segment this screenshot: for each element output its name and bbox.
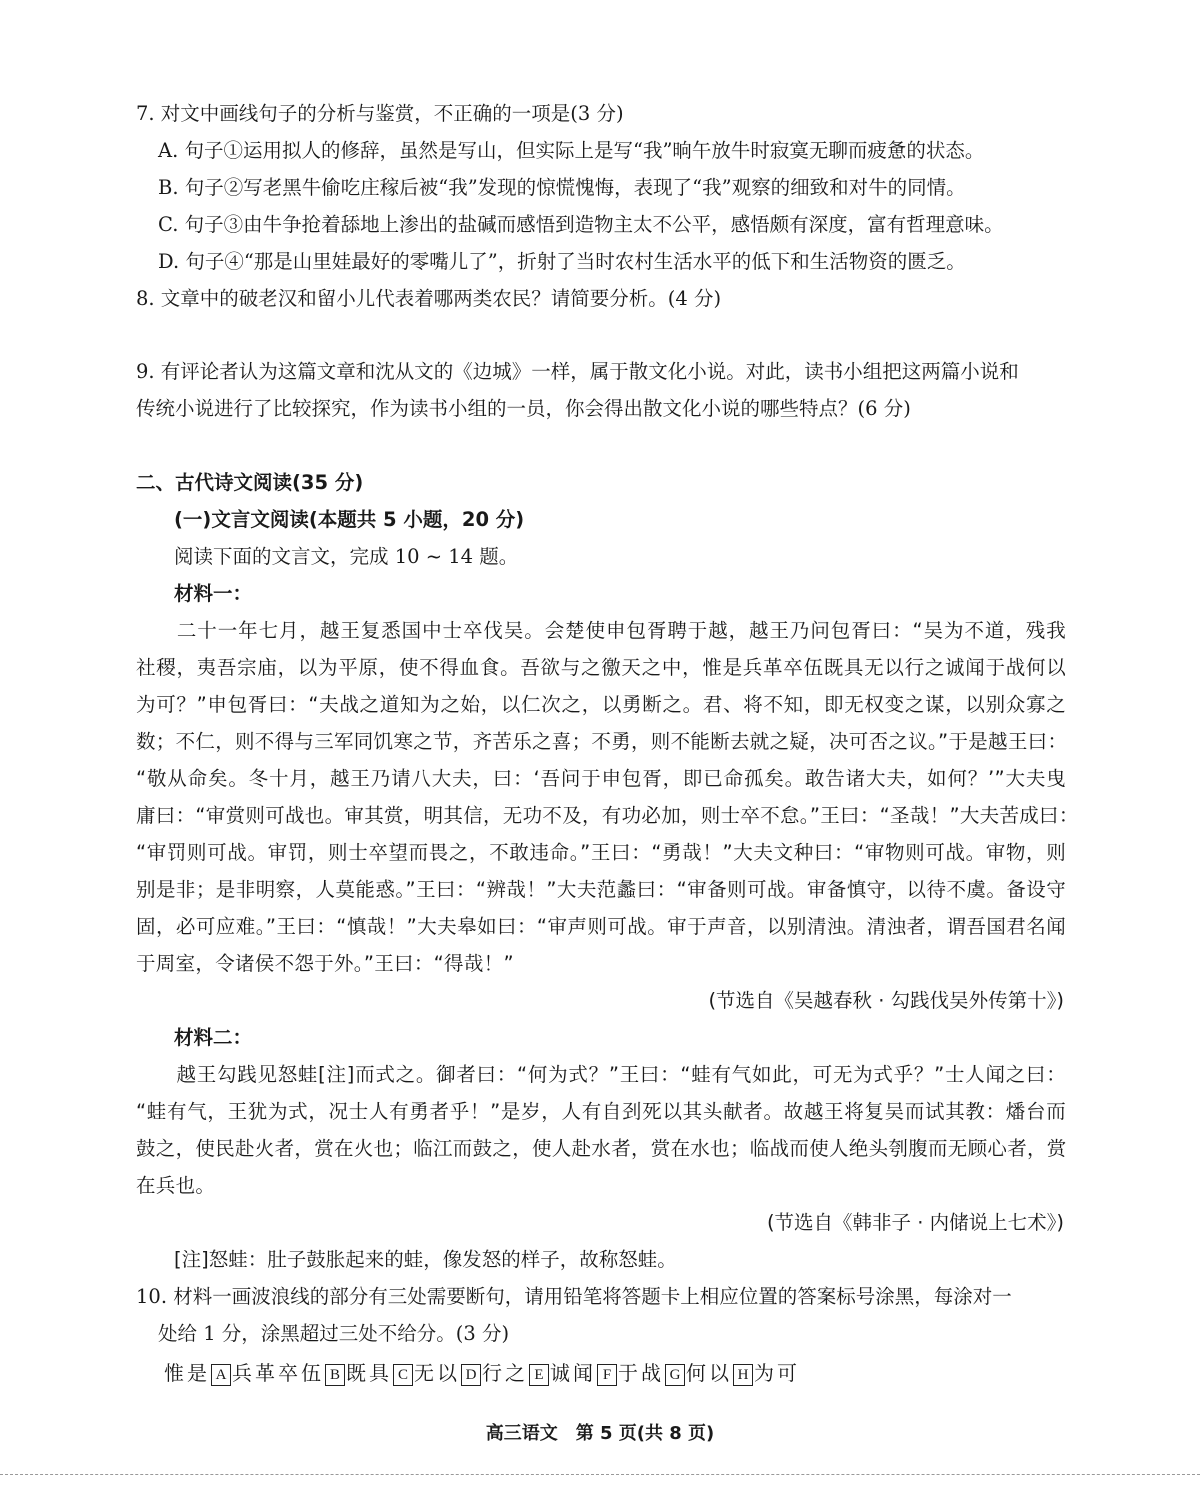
- break-option-box[interactable]: F: [597, 1364, 617, 1386]
- q7-option-d: D. 句子④“那是山里娃最好的零嘴儿了”，折射了当时农村生活水平的低下和生活物资的匮乏。: [158, 250, 966, 273]
- q10-line-1: 10. 材料一画波浪线的部分有三处需要断句，请用铅笔将答题卡上相应位置的答案标号涂黑，每涂对一: [136, 1285, 1012, 1308]
- material-2-label: 材料二：: [174, 1026, 253, 1049]
- segment-text: 既具: [346, 1361, 392, 1385]
- material-1-line: “敬从命矣。冬十月，越王乃请八大夫，曰：‘吾问于申包胥，即已命孤矣。敢告诸大夫，如何？’”大夫曳: [136, 767, 1066, 790]
- material-1-line: 为可？”申包胥曰：“夫战之道知为之始，以仁次之，以勇断之。君、将不知，即无权变之谋，以别众寡之: [136, 693, 1066, 716]
- q9-line-1: 9. 有评论者认为这篇文章和沈从文的《边城》一样，属于散文化小说。对此，读书小组把这两篇小说和: [136, 360, 1019, 383]
- q7-stem: 7. 对文中画线句子的分析与鉴赏，不正确的一项是(3 分): [136, 102, 624, 125]
- material-1-label: 材料一：: [174, 582, 253, 605]
- segment-text: 何以: [686, 1361, 732, 1385]
- material-1-line: 社稷，夷吾宗庙，以为平原，使不得血食。吾欲与之徼天之中，惟是兵革卒伍既具无以行之诚闻于战何以: [136, 656, 1066, 679]
- instruction: 阅读下面的文言文，完成 10 ~ 14 题。: [174, 545, 519, 568]
- segment-text: 为可: [754, 1361, 800, 1385]
- material-1-source: (节选自《吴越春秋 · 勾践伐吴外传第十》): [708, 989, 1064, 1012]
- q7-option-a: A. 句子①运用拟人的修辞，虽然是写山，但实际上是写“我”晌午放牛时寂寞无聊而疲惫的状态。: [158, 139, 985, 162]
- break-option-box[interactable]: A: [211, 1364, 231, 1386]
- segment-text: 于战: [618, 1361, 664, 1385]
- break-option-box[interactable]: H: [733, 1364, 753, 1386]
- sentence-break-options: [164, 1359, 800, 1387]
- material-1-line: “审罚则可战。审罚，则士卒望而畏之，不敢违命。”王曰：“勇哉！”大夫文种曰：“审物则可战。审物，则: [136, 841, 1066, 864]
- segment-text: 兵革卒伍: [232, 1361, 324, 1385]
- material-1-line: 固，必可应难。”王曰：“慎哉！”大夫皋如曰：“审声则可战。审于声音，以别清浊。清浊者，谓吾国君名闻: [136, 915, 1066, 938]
- section-title: 二、古代诗文阅读(35 分): [136, 471, 364, 494]
- material-2-line: 越王勾践见怒蛙[注]而式之。御者曰：“何为式？”王曰：“蛙有气如此，可无为式乎？”士人闻之曰：: [136, 1063, 1066, 1086]
- break-option-box[interactable]: G: [665, 1364, 685, 1386]
- page-bottom-edge: [0, 1474, 1200, 1475]
- segment-text: 诚闻: [550, 1361, 596, 1385]
- q10-line-2: 处给 1 分，涂黑超过三处不给分。(3 分): [158, 1322, 510, 1345]
- q7-option-b: B. 句子②写老黑牛偷吃庄稼后被“我”发现的惊慌愧悔，表现了“我”观察的细致和对牛的同情。: [158, 176, 966, 199]
- material-2-line: “蛙有气，王犹为式，况士人有勇者乎！”是岁，人有自刭死以其头献者。故越王将复吴而试其教：燔台而: [136, 1100, 1066, 1123]
- segment-text: 行之: [482, 1361, 528, 1385]
- material-2-source: (节选自《韩非子 · 内储说上七术》): [766, 1211, 1064, 1234]
- q9-line-2: 传统小说进行了比较探究，作为读书小组的一员，你会得出散文化小说的哪些特点？(6 分): [136, 397, 911, 420]
- q8-stem: 8. 文章中的破老汉和留小儿代表着哪两类农民？请简要分析。(4 分): [136, 287, 722, 310]
- break-option-box[interactable]: D: [461, 1364, 481, 1386]
- segment-text: 惟是: [164, 1361, 210, 1385]
- material-1-line: 庸曰：“审赏则可战也。审其赏，明其信，无功不及，有功必加，则士卒不怠。”王曰：“圣哉！”大夫苦成曰：: [136, 804, 1079, 827]
- material-1-line: 数；不仁，则不得与三军同饥寒之节，齐苦乐之喜；不勇，则不能断去就之疑，决可否之议。”于是越王曰：: [136, 730, 1068, 753]
- break-option-box[interactable]: C: [393, 1364, 413, 1386]
- material-2-line: 在兵也。: [136, 1174, 216, 1197]
- annotation-note: [注]怒蛙：肚子鼓胀起来的蛙，像发怒的样子，故称怒蛙。: [174, 1248, 677, 1271]
- break-option-box[interactable]: E: [529, 1364, 549, 1386]
- q7-option-c: C. 句子③由牛争抢着舔地上渗出的盐碱而感悟到造物主太不公平，感悟颇有深度，富有哲理意味。: [158, 213, 1004, 236]
- break-option-box[interactable]: B: [325, 1364, 345, 1386]
- page-footer: 高三语文 第 5 页(共 8 页): [485, 1423, 715, 1444]
- material-2-line: 鼓之，使民赴火者，赏在火也；临江而鼓之，使人赴水者，赏在水也；临战而使人绝头刳腹而无顾心者，赏: [136, 1137, 1067, 1160]
- material-1-line: 于周室，令诸侯不怨于外。”王曰：“得哉！”: [136, 952, 514, 975]
- material-1-line: 二十一年七月，越王复悉国中士卒伐吴。会楚使申包胥聘于越，越王乃问包胥曰：“吴为不道，残我: [136, 619, 1066, 642]
- subsection-title: (一)文言文阅读(本题共 5 小题，20 分): [174, 508, 525, 531]
- segment-text: 无以: [414, 1361, 460, 1385]
- material-1-line: 别是非；是非明察，人莫能惑。”王曰：“辨哉！”大夫范蠡曰：“审备则可战。审备慎守，以待不虞。备设守: [136, 878, 1066, 901]
